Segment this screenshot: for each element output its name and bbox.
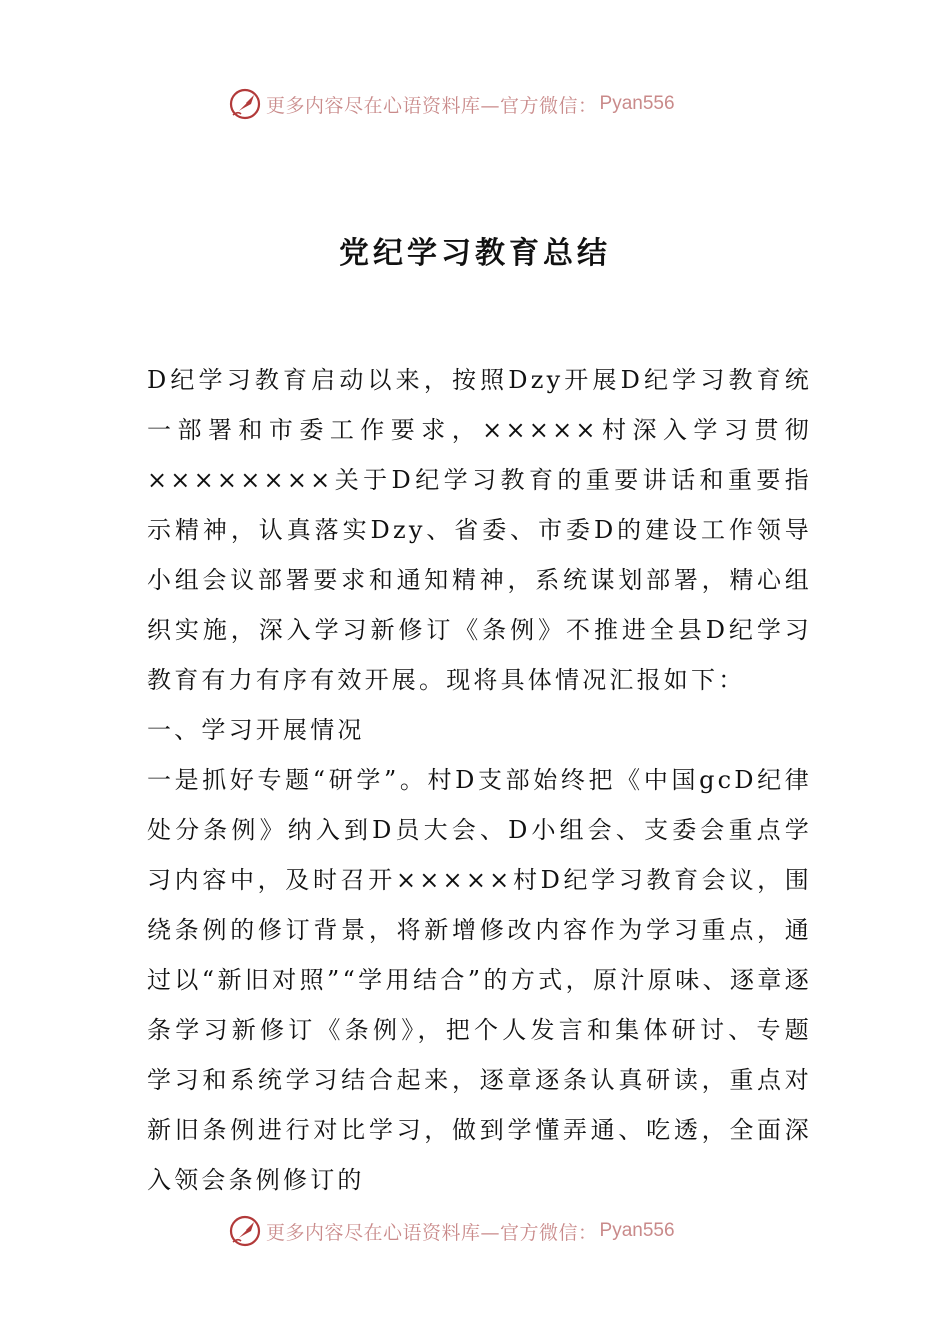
header-banner [228,86,748,122]
quill-logo-icon [228,87,262,121]
quill-logo-icon [228,1214,262,1248]
section-heading: 一、学习开展情况 [147,716,365,744]
banner-text: 更多内容尽在心语资料库—官方微信： [266,94,598,117]
document-title: 党纪学习教育总结 [339,236,611,271]
document-body [147,355,812,1205]
banner-text: 更多内容尽在心语资料库—官方微信： [266,1221,598,1244]
paragraph-intro: D纪学习教育启动以来，按照Dzy开展D纪学习教育统一部署和市委工作要求，×××××村深入学习贯彻××××××××关于D纪学习教育的重要讲话和重要指示精神，认真落实Dzy、省委、市委D的建设工作领导小组会议部署要求和通知精神，系统谋划部署，精心组织实施，深入学习新修订《条例》不推进全县D纪学习教育有力有序有效开展。现将具体情况汇报如下： [147,366,812,694]
wechat-id: Pyan556 [599,93,675,114]
paragraph-study: 一是抓好专题“研学”。村D支部始终把《中国gcD纪律处分条例》纳入到D员大会、D小组会、支委会重点学习内容中，及时召开×××××村D纪学习教育会议，围绕条例的修订背景，将新增修改内容作为学习重点，通过以“新旧对照”“学用结合”的方式，原汁原味、逐章逐条学习新修订《条例》，把个人发言和集体研讨、专题学习和系统学习结合起来，逐章逐条认真研读，重点对新旧条例进行对比学习，做到学懂弄通、吃透，全面深入领会条例修订的 [147,766,812,1194]
footer-banner [228,1213,748,1249]
wechat-id: Pyan556 [599,1220,675,1241]
